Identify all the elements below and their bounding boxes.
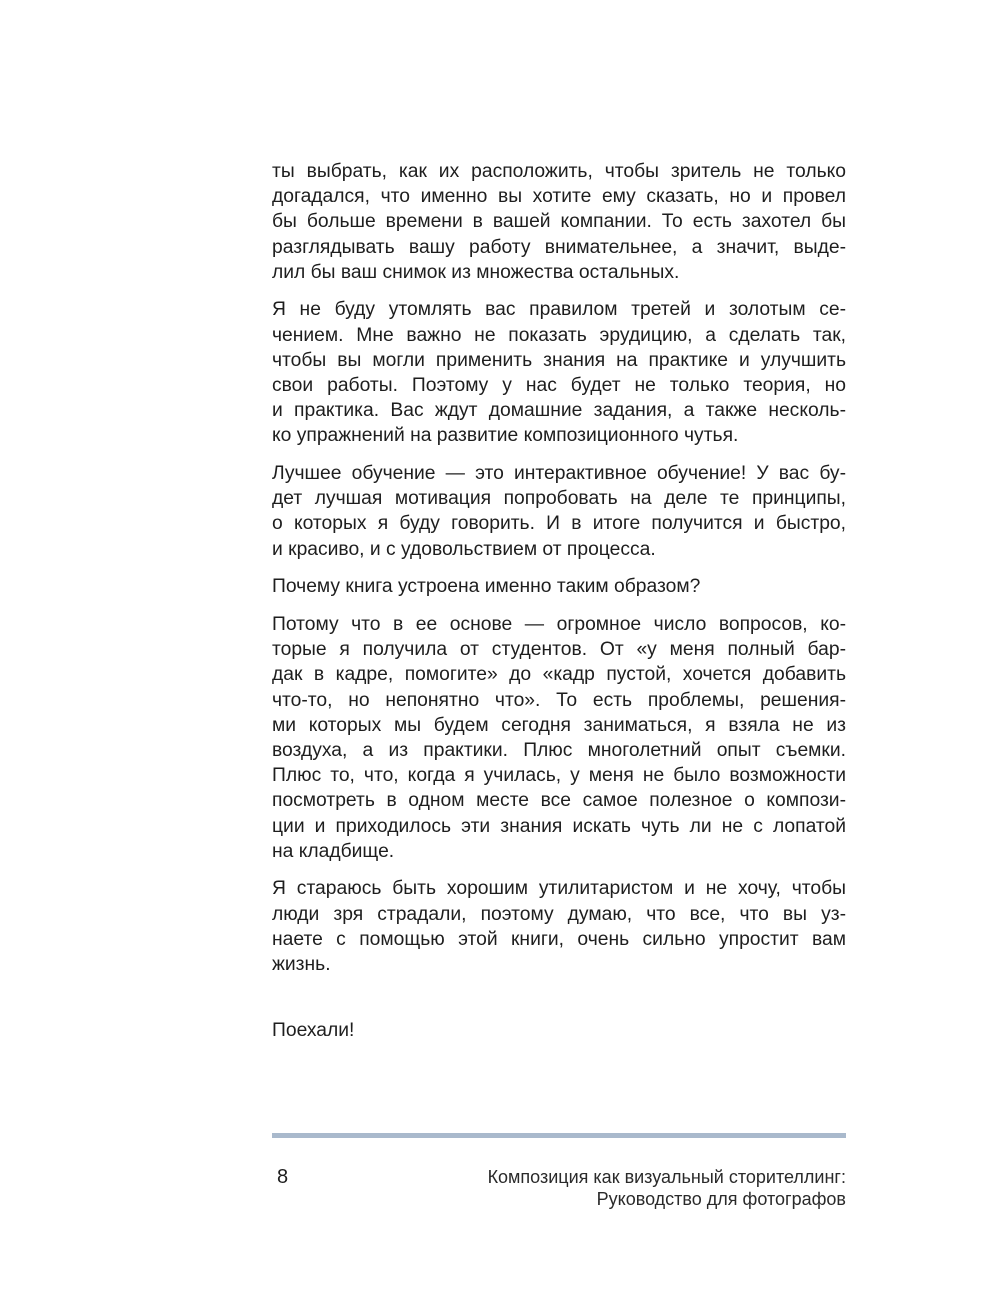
page-number: 8 [277, 1166, 289, 1188]
text-line: дак в кадре, помогите» до «кадр пустой, хочется добавить [272, 664, 846, 686]
text-line: люди зря страдали, поэтому думаю, что все, что вы уз- [272, 903, 846, 925]
text-line: ко упражнений на развитие композиционного чутья. [272, 425, 739, 447]
text-line: наете с помощью этой книги, очень сильно упростит вам [272, 928, 846, 950]
text-line: Лучшее обучение — это интерактивное обучение! У вас бу- [272, 463, 846, 485]
text-line: жизнь. [272, 953, 331, 975]
text-line: свои работы. Поэтому у нас будет не только теория, но [272, 375, 846, 396]
footer-title-line: Композиция как визуальный сторителлинг: [487, 1167, 846, 1187]
text-line: Я стараюсь быть хорошим утилитаристом и не хочу, чтобы [272, 878, 846, 900]
text-line: торые я получила от студентов. От «у меня полный бар- [272, 639, 846, 661]
text-line: ты выбрать, как их расположить, чтобы зритель не только [272, 161, 846, 182]
paragraph [272, 612, 846, 864]
text-line: что-то, но непонятно что». То есть проблемы, решения- [272, 689, 846, 711]
running-footer-title [488, 1166, 846, 1210]
text-line: Плюс то, что, когда я училась, у меня не было возможности [272, 765, 846, 787]
text-line: на кладбище. [272, 840, 395, 862]
text-line: ми которых мы будем сегодня заниматься, я взяла не из [272, 714, 846, 736]
text-line: чтобы вы могли применить знания на практике и улучшить [272, 349, 846, 371]
text-line: посмотреть в одном месте все самое полезное о компози- [272, 790, 846, 812]
footer-divider [272, 1133, 846, 1138]
paragraph [272, 297, 846, 448]
text-line: лил бы ваш снимок из множества остальных. [272, 261, 680, 283]
paragraph [272, 461, 846, 562]
paragraph [272, 159, 846, 285]
paragraph [272, 574, 846, 599]
text-line: догадался, что именно вы хотите ему сказать, но и провел [272, 186, 846, 208]
text-line: Я не буду утомлять вас правилом третей и золотым се- [272, 299, 846, 321]
text-line: Почему книга устроена именно таким образом? [272, 576, 701, 598]
text-line: разглядывать вашу работу внимательнее, а значит, выде- [272, 236, 846, 258]
body-text [272, 159, 846, 990]
text-line: и красиво, и с удовольствием от процесса. [272, 538, 656, 560]
footer-title-line: Руководство для фотографов [596, 1189, 846, 1209]
text-line: бы больше времени в вашей компании. То есть захотел бы [272, 211, 846, 233]
text-line: дет лучшая мотивация попробовать на деле те принципы, [272, 488, 846, 510]
closing-line: Поехали! [272, 1020, 355, 1041]
text-line: о которых я буду говорить. И в итоге получится и быстро, [272, 513, 846, 535]
text-line: и практика. Вас ждут домашние задания, а также несколь- [272, 400, 846, 422]
text-line: Потому что в ее основе — огромное число вопросов, ко- [272, 614, 846, 635]
paragraph [272, 876, 846, 977]
text-line: ции и приходилось эти знания искать чуть ли не с лопатой [272, 815, 846, 837]
text-line: чением. Мне важно не показать эрудицию, а сделать так, [272, 324, 846, 346]
text-line: воздуха, а из практики. Плюс многолетний опыт съемки. [272, 739, 846, 761]
